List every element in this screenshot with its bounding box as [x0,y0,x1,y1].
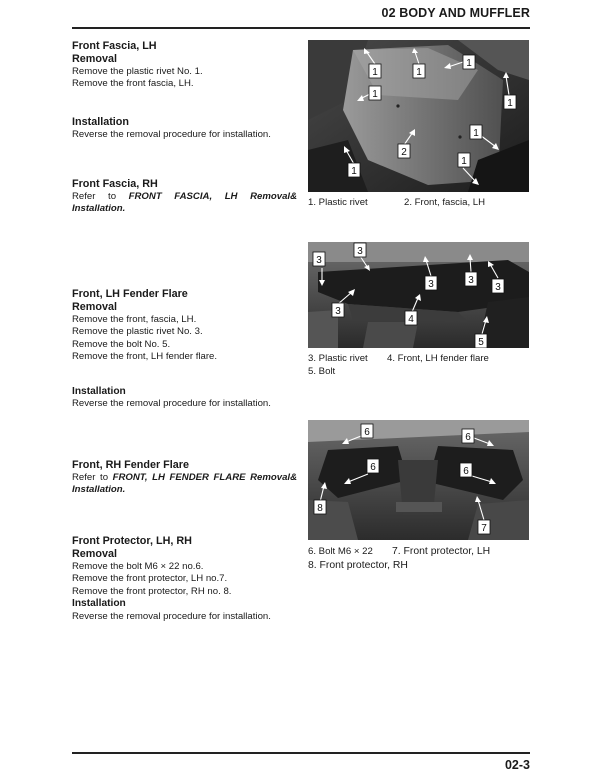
step-text: Remove the front, LH fender flare. [72,351,218,363]
callout-label: 1 [507,98,513,109]
step-text: Remove the bolt No. 5. [72,338,171,350]
figure-caption: 5. Bolt [308,366,336,377]
callout-label: 8 [317,503,323,514]
installation-text: Reverse the removal procedure for installation. [72,129,271,140]
callout-label: 6 [463,466,469,477]
section-front-fascia-lh [72,40,297,91]
step-text: Remove the plastic rivet No. 1. [72,66,203,77]
section-title: Front Protector, LH, RH [72,535,192,547]
chapter-title: 02 BODY AND MUFFLER [381,6,530,20]
callout-label: 2 [401,147,407,158]
figure-front-fascia-photo [308,40,529,192]
reference-text: Refer to FRONT, LH FENDER FLARE Removal& Installation. [72,472,298,496]
step-text: Remove the front fascia, LH. [72,78,194,90]
callout-label: 3 [495,282,501,293]
section-front-lh-fender-flare [72,288,297,364]
step-text: Remove the front protector, LH no.7. [72,573,228,585]
section-title: Front, RH Fender Flare [72,459,189,471]
reference-text: Refer to FRONT FASCIA, LH Removal& Installation. [72,191,297,215]
section-front-fascia-rh [72,178,297,216]
step-text: Remove the front, fascia, LH. [72,314,197,325]
figure-caption: 3. Plastic rivet [308,353,368,364]
installation-front-lh-fender-flare [72,386,297,411]
installation-front-fascia-lh [72,116,297,141]
section-front-protector [72,535,297,623]
section-title: Front Fascia, LH [72,40,157,52]
callout-label: 1 [473,128,479,139]
callout-label: 4 [408,314,414,325]
callout-label: 6 [364,427,370,438]
figure-caption: 1. Plastic rivet [308,197,368,208]
step-text: Remove the front protector, RH no. 8. [72,585,232,597]
callout-label: 3 [428,279,434,290]
figure-caption: 4. Front, LH fender flare [387,353,489,364]
installation-text: Reverse the removal procedure for installation. [72,610,271,622]
figure-caption: 6. Bolt M6 × 22 [308,546,373,557]
callout-label: 6 [465,432,471,443]
step-text: Remove the bolt M6 × 22 no.6. [72,561,204,572]
figure-caption: 2. Front, fascia, LH [404,197,486,208]
section-subtitle: Removal [72,548,118,560]
step-text: Remove the plastic rivet No. 3. [72,326,203,338]
figure-fender-flare-photo [308,242,529,348]
page-number: 02-3 [504,758,530,772]
installation-title: Installation [72,116,129,128]
section-title: Front Fascia, RH [72,178,158,190]
installation-title: Installation [72,598,126,610]
callout-label: 1 [351,166,357,177]
installation-title: Installation [72,386,126,397]
callout-label: 3 [316,255,322,266]
installation-text: Reverse the removal procedure for installation. [72,398,271,410]
figure-front-protector-photo [308,420,529,540]
figure-caption: 7. Front protector, LH [392,546,491,557]
callout-label: 6 [370,462,376,473]
figure-caption: 8. Front protector, RH [308,560,408,571]
callout-label: 1 [416,67,422,78]
callout-label: 3 [468,275,474,286]
header-rule [72,27,530,29]
callout-label: 5 [478,337,484,348]
section-title: Front, LH Fender Flare [72,288,188,300]
callout-label: 1 [466,58,472,69]
callout-label: 1 [372,67,378,78]
callout-label: 3 [335,306,341,317]
callout-label: 7 [481,523,487,534]
section-front-rh-fender-flare [72,459,297,497]
reference-link-text: FRONT, LH FENDER FLARE Removal& Installation. [72,472,298,496]
callout-label: 1 [372,89,378,100]
section-subtitle: Removal [72,301,118,313]
callout-label: 1 [461,156,467,167]
footer-rule [72,752,530,754]
section-subtitle: Removal [72,53,118,65]
reference-link-text: FRONT FASCIA, LH Removal& Installation. [72,191,297,215]
callout-label: 3 [357,246,363,257]
